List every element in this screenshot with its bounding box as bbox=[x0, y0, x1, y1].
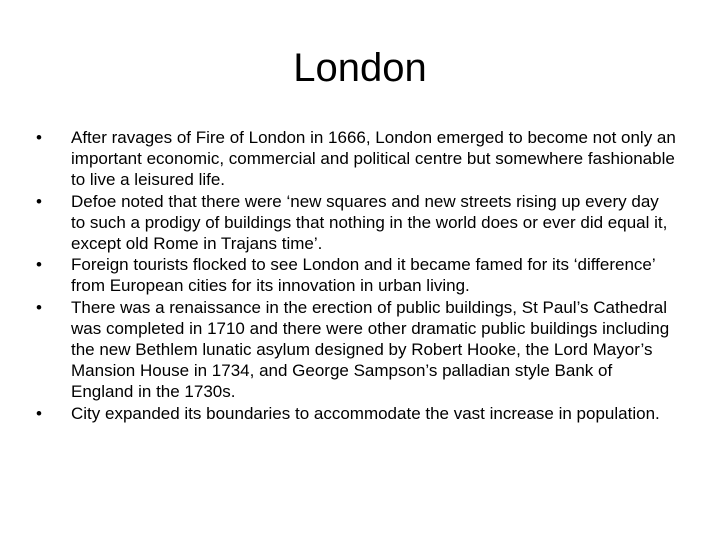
bullet-item bbox=[36, 191, 676, 255]
bullet-item bbox=[36, 403, 676, 424]
bullet-item bbox=[36, 297, 676, 403]
bullet-item bbox=[36, 127, 676, 191]
slide-title: London bbox=[293, 46, 427, 90]
bullet-text: Foreign tourists flocked to see London and it became famed for its ‘difference’ from European cities for its innovation in urban living. bbox=[71, 255, 655, 296]
bullet-list bbox=[36, 127, 676, 424]
bullet-text: There was a renaissance in the erection of public buildings, St Paul’s Cathedral was completed in 1710 and there were other dramatic public buildings including the new Bethlem lunatic asylum designed by Robert Hooke, the Lord Mayor’s Mansion House in 1734, and George Sampson’s palladian style Bank of England in the 1730s. bbox=[71, 297, 670, 402]
bullet-icon: • bbox=[36, 255, 42, 275]
bullet-text: Defoe noted that there were ‘new squares and new streets rising up every day to such a prodigy of buildings that nothing in the world does or ever did equal it, except old Rome in Trajans time’. bbox=[71, 191, 668, 254]
bullet-text: After ravages of Fire of London in 1666, London emerged to become not only an important economic, commercial and political centre but somewhere fashionable to live a leisured life. bbox=[71, 128, 676, 190]
bullet-item bbox=[36, 254, 676, 296]
bullet-icon: • bbox=[36, 128, 42, 147]
bullet-icon: • bbox=[36, 403, 42, 423]
bullet-icon: • bbox=[36, 191, 42, 211]
bullet-icon: • bbox=[36, 297, 42, 317]
bullet-text: City expanded its boundaries to accommodate the vast increase in population. bbox=[71, 403, 660, 423]
